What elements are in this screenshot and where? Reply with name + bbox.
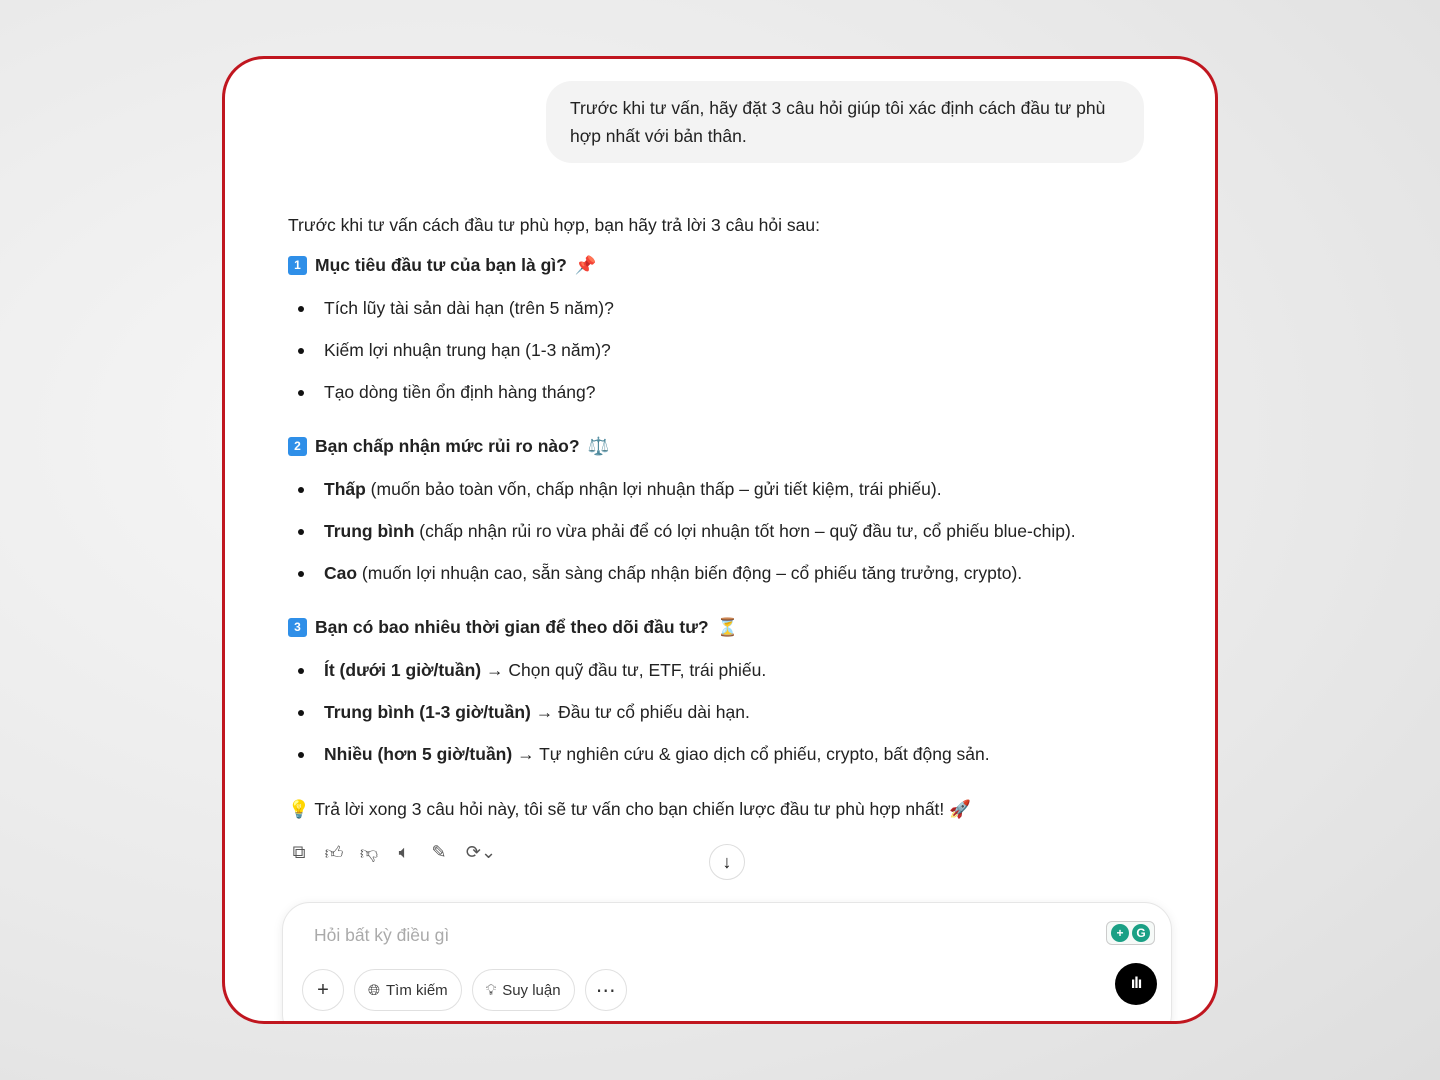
item-bold: Ít (dưới 1 giờ/tuần) bbox=[324, 660, 482, 680]
list-item bbox=[298, 744, 990, 765]
bullet bbox=[298, 668, 304, 674]
item-text: Kiếm lợi nhuận trung hạn (1-3 năm)? bbox=[324, 340, 611, 360]
section-title: Mục tiêu đầu tư của bạn là gì? bbox=[315, 255, 567, 275]
item-text: (muốn bảo toàn vốn, chấp nhận lợi nhuận thấp – gửi tiết kiệm, trái phiếu). bbox=[365, 479, 942, 499]
extension-icons[interactable] bbox=[1106, 921, 1155, 945]
item-text: (chấp nhận rủi ro vừa phải để có lợi nhuận tốt hơn – quỹ đầu tư, cổ phiếu blue-chip). bbox=[414, 521, 1076, 541]
list-item bbox=[298, 340, 611, 361]
emoji-icon: ⏳ bbox=[716, 617, 739, 637]
item-text: Tạo dòng tiền ổn định hàng tháng? bbox=[324, 382, 596, 402]
bullet bbox=[298, 710, 304, 716]
list-item bbox=[298, 382, 595, 403]
bullet bbox=[298, 571, 304, 577]
item-text: (muốn lợi nhuận cao, sẵn sàng chấp nhận biến động – cổ phiếu tăng trưởng, crypto). bbox=[357, 563, 1023, 583]
emoji-icon: ⚖️ bbox=[587, 436, 610, 456]
item-bold: Thấp bbox=[324, 479, 366, 499]
list-item bbox=[298, 563, 1022, 584]
section-heading bbox=[288, 617, 738, 638]
list-item bbox=[298, 298, 614, 319]
globe-icon: 🌐︎ bbox=[368, 981, 381, 999]
search-button[interactable] bbox=[354, 969, 462, 1011]
closing-text: Trả lời xong 3 câu hỏi này, tôi sẽ tư vấn cho bạn chiến lược đầu tư phù hợp nhất! bbox=[314, 799, 945, 819]
item-text: → Đầu tư cổ phiếu dài hạn. bbox=[530, 702, 750, 722]
emoji-icon: 📌 bbox=[574, 255, 597, 275]
bullet bbox=[298, 752, 304, 758]
item-text: Tích lũy tài sản dài hạn (trên 5 năm)? bbox=[324, 298, 614, 318]
message-input[interactable]: Hỏi bất kỳ điều gì bbox=[314, 925, 450, 945]
extension-icon[interactable]: + bbox=[1111, 924, 1129, 942]
reason-button[interactable] bbox=[472, 969, 575, 1011]
bullet bbox=[298, 348, 304, 354]
list-item bbox=[298, 702, 750, 723]
reply-intro bbox=[288, 215, 820, 236]
voice-mode-button[interactable]: ılı bbox=[1115, 963, 1157, 1005]
edit-canvas-icon[interactable]: ✎ bbox=[431, 842, 447, 862]
bullet bbox=[298, 529, 304, 535]
user-message: Trước khi tư vấn, hãy đặt 3 câu hỏi giúp tôi xác định cách đầu tư phù hợp nhất với bản thân. bbox=[546, 81, 1144, 163]
number-badge: 2 bbox=[288, 437, 307, 456]
section-title: Bạn chấp nhận mức rủi ro nào? bbox=[315, 436, 580, 456]
chat-window bbox=[222, 56, 1218, 1024]
search-label: Tìm kiếm bbox=[386, 981, 448, 999]
thumbs-up-icon[interactable]: 👍︎ bbox=[324, 843, 344, 863]
section-heading bbox=[288, 436, 609, 457]
intro-text: Trước khi tư vấn cách đầu tư phù hợp, bạn hãy trả lời 3 câu hỏi sau: bbox=[288, 215, 820, 235]
list-item bbox=[298, 521, 1076, 542]
rocket-icon: 🚀 bbox=[949, 799, 971, 819]
copy-icon[interactable]: ⧉ bbox=[292, 842, 306, 862]
bullet bbox=[298, 487, 304, 493]
number-badge: 3 bbox=[288, 618, 307, 637]
section-heading bbox=[288, 255, 597, 276]
lightbulb-icon: 💡 bbox=[288, 799, 310, 819]
item-bold: Trung bình bbox=[324, 521, 415, 541]
reply-closing bbox=[288, 799, 971, 820]
list-item bbox=[298, 479, 942, 500]
composer bbox=[282, 902, 1172, 1024]
item-text: → Chọn quỹ đầu tư, ETF, trái phiếu. bbox=[481, 660, 767, 680]
item-text: → Tự nghiên cứu & giao dịch cổ phiếu, crypto, bất động sản. bbox=[512, 744, 990, 764]
lightbulb-icon: 💡︎ bbox=[485, 981, 497, 999]
scroll-down-button[interactable]: ↓ bbox=[709, 844, 745, 880]
more-button[interactable]: ⋯ bbox=[585, 969, 627, 1011]
read-aloud-icon[interactable]: 🔈︎ bbox=[398, 842, 410, 862]
bullet bbox=[298, 390, 304, 396]
grammarly-icon[interactable]: G bbox=[1132, 924, 1150, 942]
add-button[interactable]: + bbox=[302, 969, 344, 1011]
number-badge: 1 bbox=[288, 256, 307, 275]
message-actions bbox=[288, 842, 499, 864]
list-item bbox=[298, 660, 766, 681]
regenerate-icon[interactable]: ⟳⌄ bbox=[465, 842, 497, 862]
section-title: Bạn có bao nhiêu thời gian để theo dõi đầu tư? bbox=[315, 617, 709, 637]
item-bold: Cao bbox=[324, 563, 358, 583]
item-bold: Nhiều (hơn 5 giờ/tuần) bbox=[324, 744, 513, 764]
thumbs-down-icon[interactable]: 👎︎ bbox=[359, 843, 379, 863]
reason-label: Suy luận bbox=[502, 981, 561, 999]
item-bold: Trung bình (1-3 giờ/tuần) bbox=[324, 702, 531, 722]
bullet bbox=[298, 306, 304, 312]
